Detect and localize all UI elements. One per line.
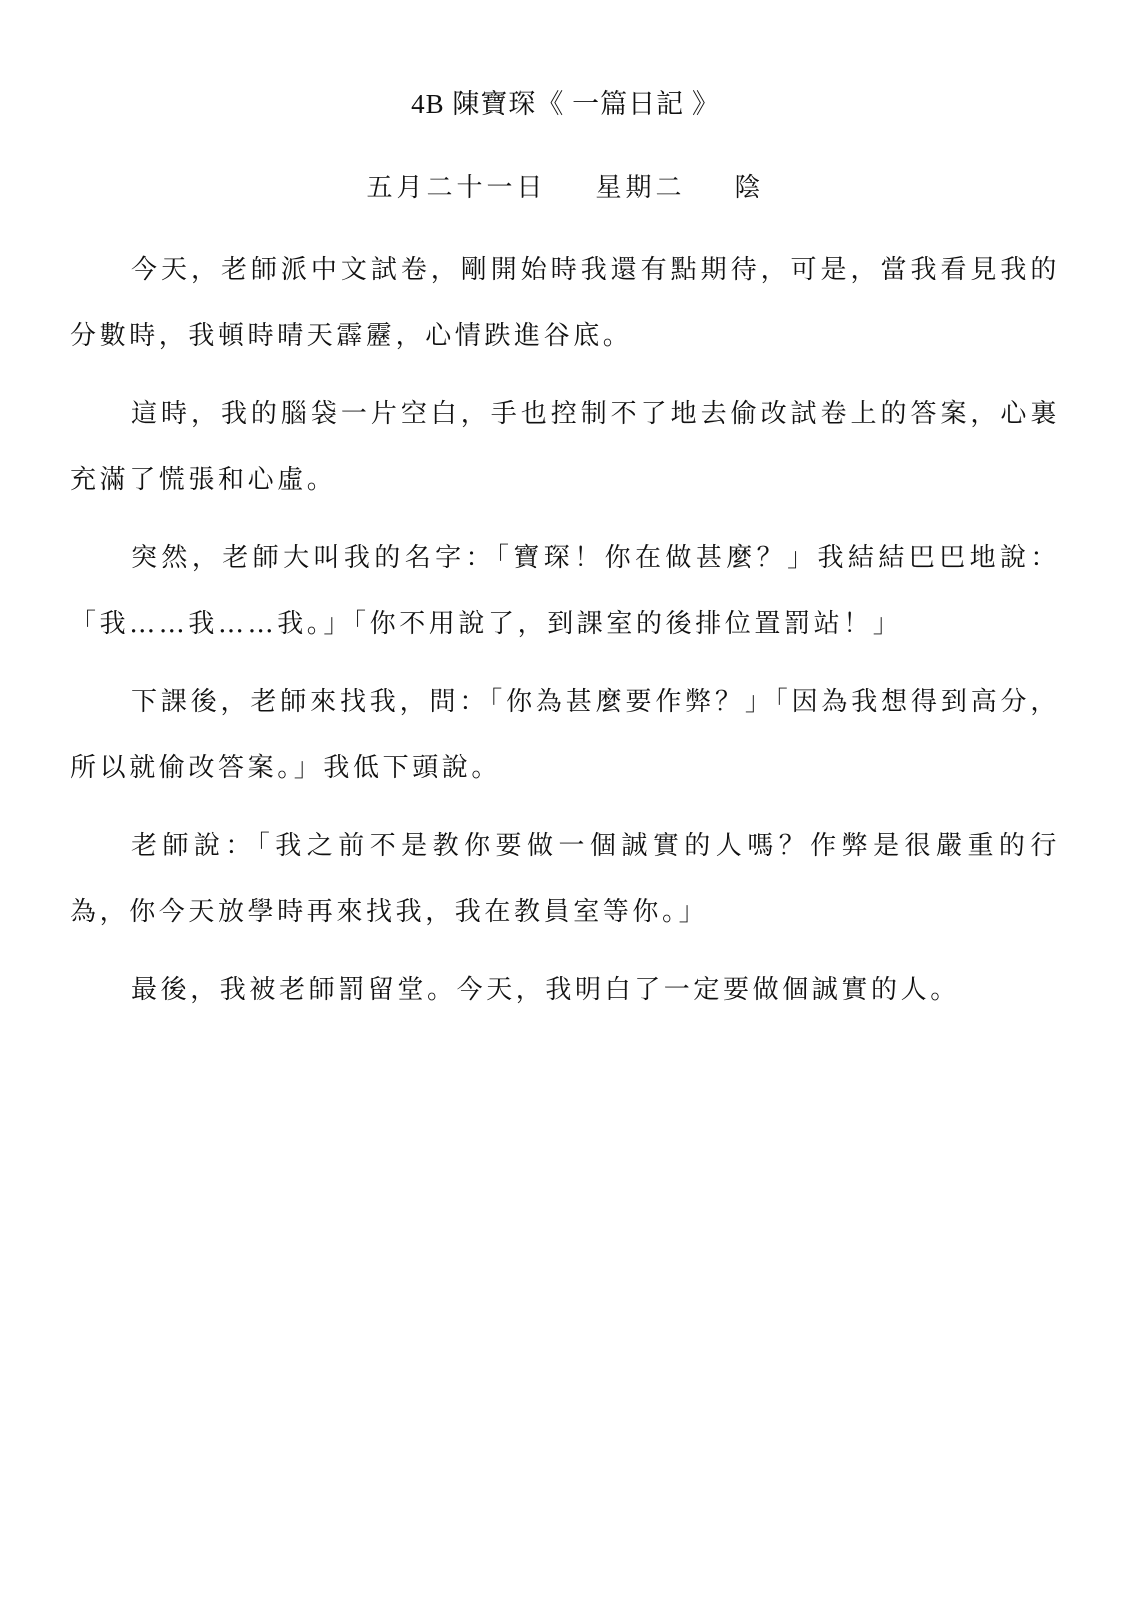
paragraph-5: 老師說：「我之前不是教你要做一個誠實的人嗎？作弊是很嚴重的行為，你今天放學時再來找我，我在教員室等你。」: [70, 831, 1060, 927]
diary-body: [70, 237, 1060, 1035]
paragraph-6: 最後，我被老師罰留堂。今天，我明白了一定要做個誠實的人。: [131, 975, 960, 1005]
paragraph-1: 今天，老師派中文試卷，剛開始時我還有點期待，可是，當我看見我的分數時，我頓時晴天霹靂，心情跌進谷底。: [70, 255, 1060, 351]
paragraph-4: 下課後，老師來找我，問：「你為甚麼要作弊？」「因為我想得到高分，所以就偷改答案。」我低下頭說。: [70, 687, 1060, 783]
diary-title: 4B 陳寶琛《 一篇日記 》: [411, 89, 720, 119]
paragraph-3: 突然，老師大叫我的名字：「寶琛！你在做甚麼？」我結結巴巴地說：「我……我……我。」「你不用說了，到課室的後排位置罰站！」: [70, 543, 1060, 639]
diary-date-line: 五月二十一日 星期二 陰: [366, 173, 765, 203]
paragraph-2: 這時，我的腦袋一片空白，手也控制不了地去偷改試卷上的答案，心裏充滿了慌張和心虛。: [70, 399, 1060, 495]
